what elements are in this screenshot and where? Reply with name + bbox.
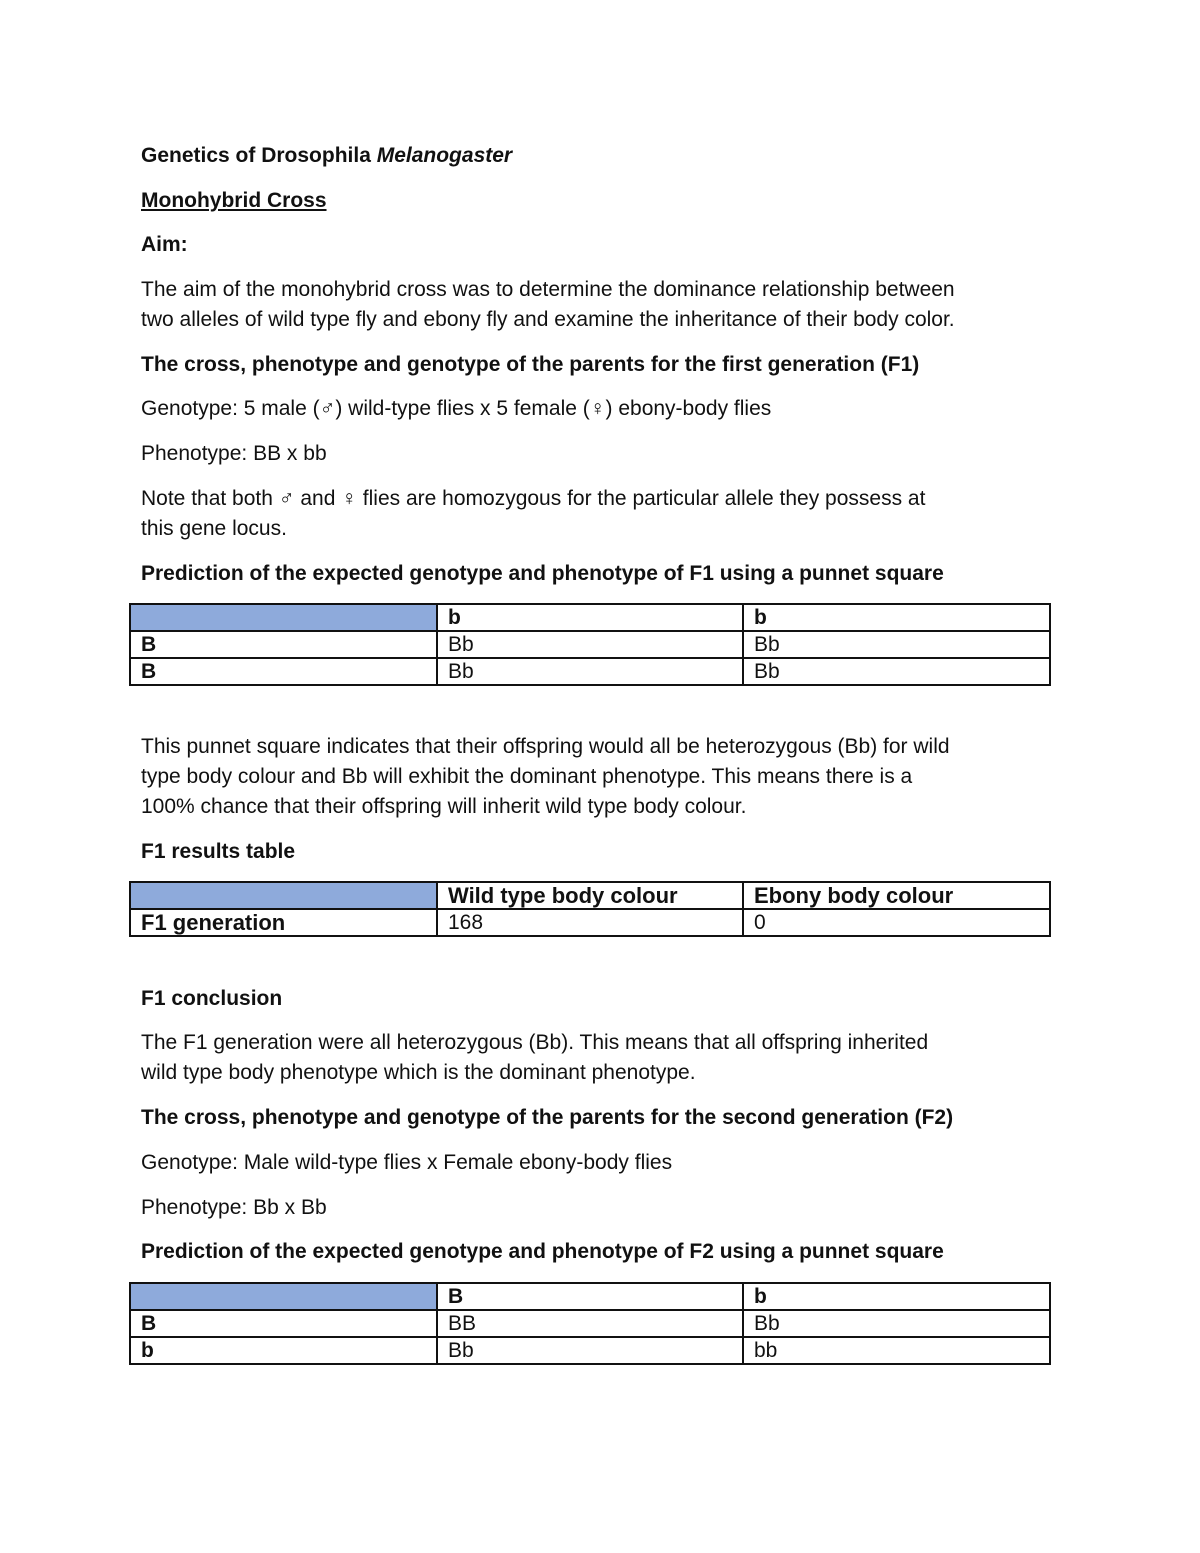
table-header-cell: b [743, 1283, 1050, 1310]
table-cell: 168 [437, 909, 743, 936]
table-row [130, 631, 1050, 658]
table-cell: Bb [437, 658, 743, 685]
table-cell: Bb [437, 631, 743, 658]
aim-text-line-2: two alleles of wild type fly and ebony fly and examine the inheritance of their body color. [141, 308, 955, 331]
document-title-italic: Melanogaster [376, 144, 513, 167]
table-corner-cell [130, 882, 437, 909]
table-header-row [130, 604, 1050, 631]
document-title [141, 141, 512, 171]
table-row [130, 1337, 1050, 1364]
table-cell: Bb [743, 631, 1050, 658]
table-cell: Bb [437, 1337, 743, 1364]
f1-genotype: Genotype: 5 male (♂) wild-type flies x 5 female (♀) ebony-body flies [141, 397, 772, 420]
table-row [130, 909, 1050, 936]
table-row [130, 1310, 1050, 1337]
f1-parents-heading: The cross, phenotype and genotype of the parents for the first generation (F1) [141, 353, 920, 376]
f2-prediction-heading: Prediction of the expected genotype and phenotype of F2 using a punnet square [141, 1240, 944, 1263]
aim-heading: Aim: [141, 233, 188, 256]
f1-conclusion-heading: F1 conclusion [141, 987, 283, 1010]
f1-punnet-explanation-line-2: type body colour and Bb will exhibit the dominant phenotype. This means there is a [141, 765, 913, 788]
table-header-row [130, 882, 1050, 909]
f1-note-line-1: Note that both ♂ and ♀ flies are homozygous for the particular allele they possess at [141, 487, 926, 510]
table-header-row [130, 1283, 1050, 1310]
table-row-header: B [130, 631, 437, 658]
f1-note-line-2: this gene locus. [141, 517, 287, 540]
f1-prediction-heading: Prediction of the expected genotype and phenotype of F1 using a punnet square [141, 562, 944, 585]
table-corner-cell [130, 1283, 437, 1310]
f1-punnet-explanation-line-1: This punnet square indicates that their offspring would all be heterozygous (Bb) for wild [141, 735, 950, 758]
f2-phenotype: Phenotype: Bb x Bb [141, 1196, 327, 1219]
table-header-cell: Ebony body colour [743, 882, 1050, 909]
f2-parents-heading: The cross, phenotype and genotype of the parents for the second generation (F2) [141, 1106, 954, 1129]
table-cell: Bb [743, 658, 1050, 685]
table-cell: bb [743, 1337, 1050, 1364]
f1-punnet-square [129, 603, 1051, 686]
f1-punnet-explanation-line-3: 100% chance that their offspring will inherit wild type body colour. [141, 795, 747, 818]
table-corner-cell [130, 604, 437, 631]
table-row-header: B [130, 1310, 437, 1337]
table-row-header: B [130, 658, 437, 685]
table-cell: 0 [743, 909, 1050, 936]
aim-text-line-1: The aim of the monohybrid cross was to determine the dominance relationship between [141, 278, 955, 301]
table-header-cell: b [743, 604, 1050, 631]
table-row-header: b [130, 1337, 437, 1364]
table-header-cell: B [437, 1283, 743, 1310]
table-cell: Bb [743, 1310, 1050, 1337]
f1-conclusion-line-1: The F1 generation were all heterozygous (Bb). This means that all offspring inherited [141, 1031, 929, 1054]
document-title-main: Genetics of Drosophila [141, 144, 377, 167]
f1-results-heading: F1 results table [141, 840, 296, 863]
table-row [130, 658, 1050, 685]
table-header-cell: Wild type body colour [437, 882, 743, 909]
f1-phenotype: Phenotype: BB x bb [141, 442, 327, 465]
f2-punnet-square [129, 1282, 1051, 1365]
table-header-cell: b [437, 604, 743, 631]
f2-genotype: Genotype: Male wild-type flies x Female ebony-body flies [141, 1151, 673, 1174]
f1-conclusion-line-2: wild type body phenotype which is the dominant phenotype. [141, 1061, 696, 1084]
f1-results-table [129, 881, 1051, 937]
table-cell: BB [437, 1310, 743, 1337]
table-row-header: F1 generation [130, 909, 437, 936]
section-heading: Monohybrid Cross [141, 189, 327, 212]
